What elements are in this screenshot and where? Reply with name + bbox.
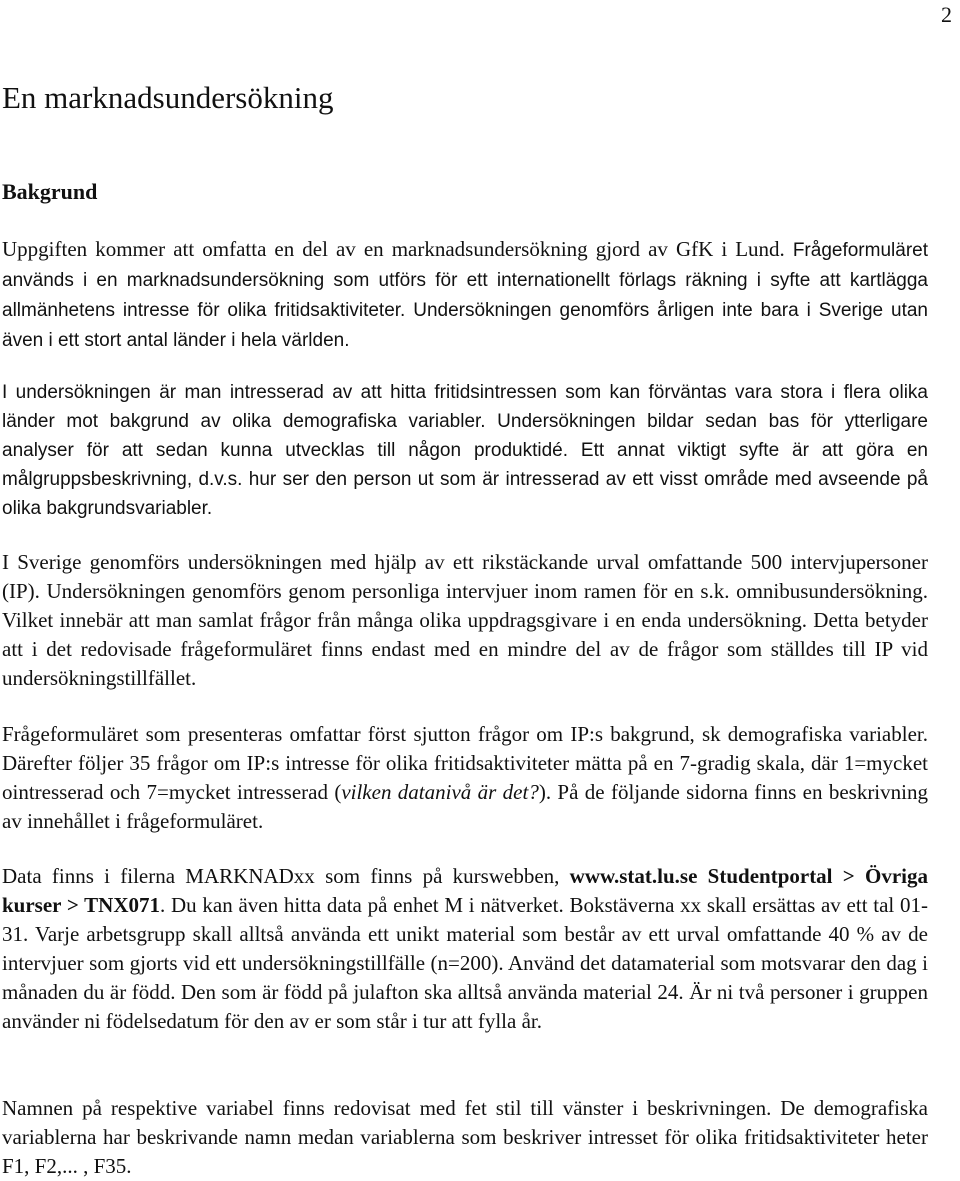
paragraph-questionnaire-text: Frågeformuläret som presenteras omfattar först sjutton frågor om IP:s bakgrund, sk demografiska variabler. Därefter följer 35 frågor om IP:s intresse för olika fritidsaktiviteter mätta på en 7-gradig skala, där 1=mycket ointresserad och 7=mycket intresserad ( <box>2 722 928 804</box>
paragraph-questionnaire <box>2 720 928 836</box>
paragraph-data-files <box>2 862 928 1036</box>
paragraph-sweden: I Sverige genomförs undersökningen med hjälp av ett rikstäckande urval omfattande 500 intervjupersoner (IP). Undersökningen genomförs genom personliga intervjuer inom ramen för en s.k. omnibusundersökning. Vilket innebär att man samlat frågor från många olika uppdragsgivare i en enda undersökning. Detta betyder att i det redovisade frågeformuläret finns endast med en mindre del av de frågor som ställdes till IP vid undersökningstillfället. <box>2 550 928 690</box>
page-title: En marknadsundersökning <box>2 80 334 115</box>
paragraph-intro <box>2 235 928 355</box>
paragraph-purpose: I undersökningen är man intresserad av att hitta fritidsintressen som kan förväntas vara stora i flera olika länder mot bakgrund av olika demografiska variabler. Undersökningen bildar sedan bas för ytterligare analyser för att sedan kunna utvecklas till någon produktidé. Ett annat viktigt syfte är att göra en målgruppsbeskrivning, d.v.s. hur ser den person ut som är intresserad av ett visst område med avseende på olika bakgrundsvariabler. <box>2 382 928 519</box>
section-heading-bakgrund: Bakgrund <box>2 179 98 204</box>
paragraph-variable-names: Namnen på respektive variabel finns redovisat med fet stil till vänster i beskrivningen. De demografiska variablerna har beskrivande namn medan variablerna som beskriver intresset för olika fritidsaktiviteter heter F1, F2,... , F35. <box>2 1096 928 1178</box>
paragraph-intro-body: Frågeformuläret används i en marknadsundersökning som utförs för ett internationellt förlags räkning i syfte att kartlägga allmänhetens intresse för olika fritidsaktiviteter. Undersökningen genomförs årligen inte bara i Sverige utan även i ett stort antal länder i hela världen. <box>2 240 928 351</box>
course-web-path-link[interactable]: www.stat.lu.se Studentportal > Övriga kurser > TNX071 <box>2 864 928 917</box>
paragraph-questionnaire-tail: ). På de följande sidorna finns en beskrivning av innehållet i frågeformuläret. <box>2 780 928 833</box>
paragraph-data-body: . Du kan även hitta data på enhet M i nätverket. Bokstäverna xx skall ersättas av ett tal 01-31. Varje arbetsgrupp skall alltså använda ett unikt material som består av ett urval omfattande 40 % av de intervjuer som gjorts vid ett undersökningstillfälle (n=200). Använd det datamaterial som motsvarar den dag i månaden du är född. Den som är född på julafton ska alltså använda material 24. Är ni två personer i gruppen använder ni födelsedatum för den av er som står i tur att fylla år. <box>2 893 928 1033</box>
paragraph-data-lead: Data finns i filerna MARKNADxx som finns på kurswebben, <box>2 864 570 888</box>
page-number: 2 <box>941 2 952 27</box>
paragraph-questionnaire-italic: vilken datanivå är det? <box>341 780 539 804</box>
paragraph-intro-lead: Uppgiften kommer att omfatta en del av en marknadsundersökning gjord av GfK i Lund. <box>2 237 793 261</box>
